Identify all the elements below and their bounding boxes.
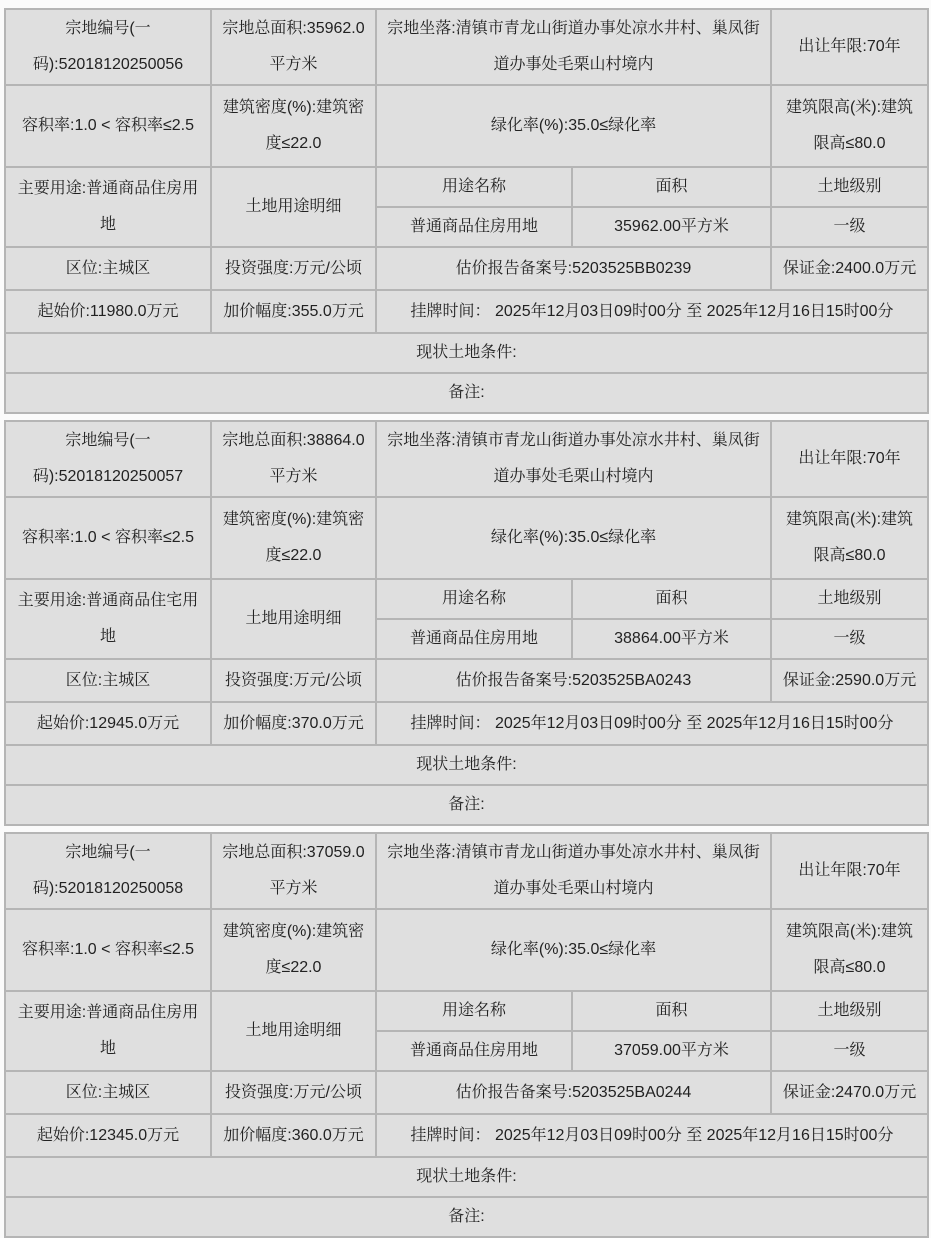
main-use-cell: 主要用途:普通商品住房用地 [5, 167, 211, 247]
appraisal-row [5, 659, 928, 702]
investment-cell: 投资强度:万元/公顷 [211, 247, 376, 290]
area-header-cell: 面积 [572, 991, 771, 1031]
total-area-cell: 宗地总面积:37059.0平方米 [211, 833, 376, 909]
use-detail-header-row [5, 579, 928, 619]
use-name-header-cell: 用途名称 [376, 167, 572, 207]
current-condition-row [5, 745, 928, 785]
appraisal-no-cell: 估价报告备案号:5203525BA0243 [376, 659, 771, 702]
main-use-cell: 主要用途:普通商品住房用地 [5, 991, 211, 1071]
parcel-metrics-row [5, 909, 928, 991]
start-price-cell: 起始价:12345.0万元 [5, 1114, 211, 1157]
total-area-cell: 宗地总面积:38864.0平方米 [211, 421, 376, 497]
district-cell: 区位:主城区 [5, 247, 211, 290]
appraisal-row [5, 1071, 928, 1114]
location-cell: 宗地坐落:清镇市青龙山街道办事处凉水井村、巢凤街道办事处毛栗山村境内 [376, 9, 771, 85]
deposit-cell: 保证金:2470.0万元 [771, 1071, 928, 1114]
area-header-cell: 面积 [572, 579, 771, 619]
use-name-cell: 普通商品住房用地 [376, 207, 572, 247]
appraisal-no-cell: 估价报告备案号:5203525BA0244 [376, 1071, 771, 1114]
district-cell: 区位:主城区 [5, 659, 211, 702]
parcel-header-row [5, 9, 928, 85]
remark-cell: 备注: [5, 373, 928, 413]
start-price-cell: 起始价:11980.0万元 [5, 290, 211, 333]
plot-ratio-cell: 容积率:1.0 < 容积率≤2.5 [5, 909, 211, 991]
area-header-cell: 面积 [572, 167, 771, 207]
parcel-no-cell: 宗地编号(一码):52018120250057 [5, 421, 211, 497]
parcel-header-row [5, 421, 928, 497]
term-cell: 出让年限:70年 [771, 833, 928, 909]
deposit-cell: 保证金:2400.0万元 [771, 247, 928, 290]
term-cell: 出让年限:70年 [771, 9, 928, 85]
use-area-cell: 38864.00平方米 [572, 619, 771, 659]
investment-cell: 投资强度:万元/公顷 [211, 1071, 376, 1114]
use-name-cell: 普通商品住房用地 [376, 1031, 572, 1071]
use-detail-header-row [5, 991, 928, 1031]
current-condition-row [5, 1157, 928, 1197]
grade-header-cell: 土地级别 [771, 167, 928, 207]
current-condition-cell: 现状土地条件: [5, 1157, 928, 1197]
location-cell: 宗地坐落:清镇市青龙山街道办事处凉水井村、巢凤街道办事处毛栗山村境内 [376, 833, 771, 909]
plot-ratio-cell: 容积率:1.0 < 容积率≤2.5 [5, 85, 211, 167]
plot-ratio-cell: 容积率:1.0 < 容积率≤2.5 [5, 497, 211, 579]
density-cell: 建筑密度(%):建筑密度≤22.0 [211, 85, 376, 167]
land-grade-cell: 一级 [771, 619, 928, 659]
price-row [5, 290, 928, 333]
use-detail-header-row [5, 167, 928, 207]
use-area-cell: 35962.00平方米 [572, 207, 771, 247]
land-parcel-table [4, 8, 929, 414]
start-price-cell: 起始价:12945.0万元 [5, 702, 211, 745]
remark-cell: 备注: [5, 1197, 928, 1237]
location-cell: 宗地坐落:清镇市青龙山街道办事处凉水井村、巢凤街道办事处毛栗山村境内 [376, 421, 771, 497]
parcel-no-cell: 宗地编号(一码):52018120250058 [5, 833, 211, 909]
greening-cell: 绿化率(%):35.0≤绿化率 [376, 85, 771, 167]
listing-time-cell: 挂牌时间： 2025年12月03日09时00分 至 2025年12月16日15时00分 [376, 290, 928, 333]
use-name-cell: 普通商品住房用地 [376, 619, 572, 659]
increment-cell: 加价幅度:360.0万元 [211, 1114, 376, 1157]
grade-header-cell: 土地级别 [771, 991, 928, 1031]
height-limit-cell: 建筑限高(米):建筑限高≤80.0 [771, 909, 928, 991]
use-detail-cell: 土地用途明细 [211, 579, 376, 659]
greening-cell: 绿化率(%):35.0≤绿化率 [376, 497, 771, 579]
investment-cell: 投资强度:万元/公顷 [211, 659, 376, 702]
remark-row [5, 373, 928, 413]
land-grade-cell: 一级 [771, 207, 928, 247]
height-limit-cell: 建筑限高(米):建筑限高≤80.0 [771, 85, 928, 167]
remark-cell: 备注: [5, 785, 928, 825]
current-condition-cell: 现状土地条件: [5, 333, 928, 373]
parcel-header-row [5, 833, 928, 909]
current-condition-cell: 现状土地条件: [5, 745, 928, 785]
remark-row [5, 785, 928, 825]
use-name-header-cell: 用途名称 [376, 991, 572, 1031]
parcel-metrics-row [5, 85, 928, 167]
appraisal-row [5, 247, 928, 290]
term-cell: 出让年限:70年 [771, 421, 928, 497]
greening-cell: 绿化率(%):35.0≤绿化率 [376, 909, 771, 991]
current-condition-row [5, 333, 928, 373]
use-detail-cell: 土地用途明细 [211, 167, 376, 247]
parcel-no-cell: 宗地编号(一码):52018120250056 [5, 9, 211, 85]
use-detail-cell: 土地用途明细 [211, 991, 376, 1071]
density-cell: 建筑密度(%):建筑密度≤22.0 [211, 497, 376, 579]
appraisal-no-cell: 估价报告备案号:5203525BB0239 [376, 247, 771, 290]
increment-cell: 加价幅度:355.0万元 [211, 290, 376, 333]
listing-time-cell: 挂牌时间： 2025年12月03日09时00分 至 2025年12月16日15时00分 [376, 1114, 928, 1157]
total-area-cell: 宗地总面积:35962.0平方米 [211, 9, 376, 85]
height-limit-cell: 建筑限高(米):建筑限高≤80.0 [771, 497, 928, 579]
deposit-cell: 保证金:2590.0万元 [771, 659, 928, 702]
parcel-metrics-row [5, 497, 928, 579]
land-parcel-table [4, 420, 929, 826]
listing-time-cell: 挂牌时间： 2025年12月03日09时00分 至 2025年12月16日15时00分 [376, 702, 928, 745]
main-use-cell: 主要用途:普通商品住宅用地 [5, 579, 211, 659]
remark-row [5, 1197, 928, 1237]
density-cell: 建筑密度(%):建筑密度≤22.0 [211, 909, 376, 991]
price-row [5, 702, 928, 745]
land-grade-cell: 一级 [771, 1031, 928, 1071]
land-parcel-table [4, 832, 929, 1238]
district-cell: 区位:主城区 [5, 1071, 211, 1114]
price-row [5, 1114, 928, 1157]
grade-header-cell: 土地级别 [771, 579, 928, 619]
increment-cell: 加价幅度:370.0万元 [211, 702, 376, 745]
use-area-cell: 37059.00平方米 [572, 1031, 771, 1071]
use-name-header-cell: 用途名称 [376, 579, 572, 619]
